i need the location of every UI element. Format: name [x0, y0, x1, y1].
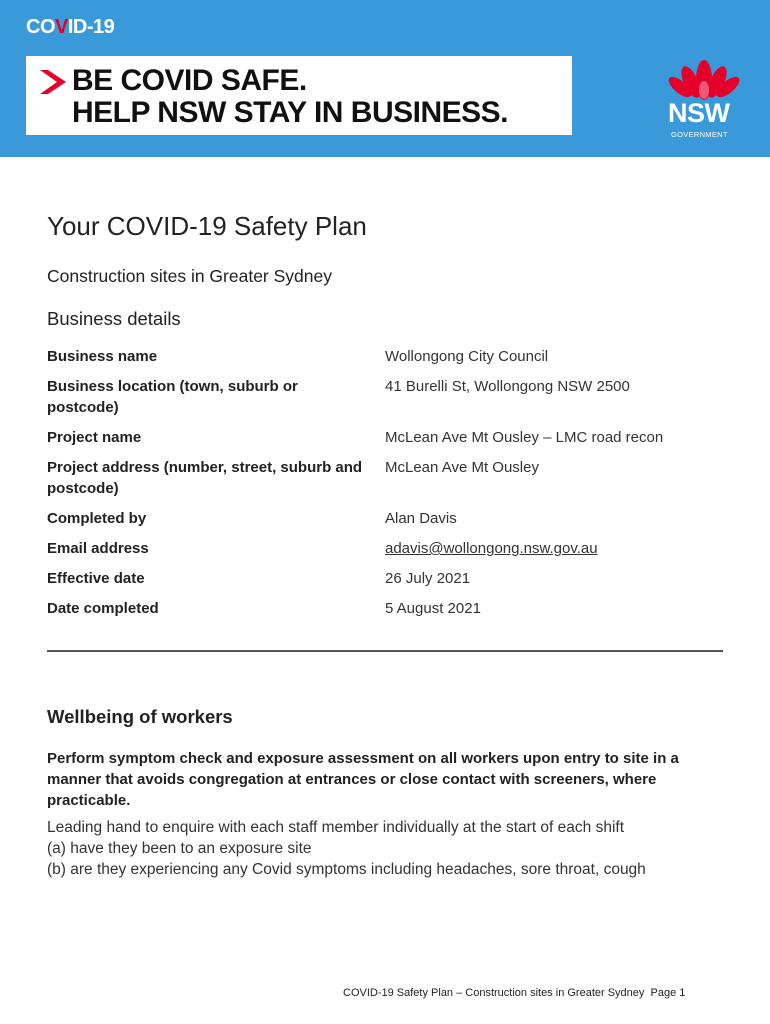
slogan-line-2: HELP NSW STAY IN BUSINESS. [72, 96, 508, 129]
project-address-label: Project address (number, street, suburb and postcode) [47, 459, 363, 497]
wellbeing-heading: Wellbeing of workers [47, 706, 233, 727]
slogan-box [26, 56, 572, 135]
project-address-value: McLean Ave Mt Ousley [385, 459, 539, 476]
chevron-right-icon [40, 70, 66, 94]
business-name-value: Wollongong City Council [385, 348, 549, 365]
response-line: (b) are they experiencing any Covid symptoms including headaches, sore throat, cough [47, 861, 646, 878]
response-line: (a) have they been to an exposure site [47, 840, 312, 857]
effective-date-value: 26 July 2021 [385, 570, 471, 587]
business-location-value: 41 Burelli St, Wollongong NSW 2500 [385, 378, 630, 395]
date-completed-value: 5 August 2021 [385, 600, 481, 617]
completed-by-label: Completed by [47, 510, 147, 527]
page-number: Page 1 [650, 987, 686, 999]
response-line: Leading hand to enquire with each staff member individually at the start of each shift [47, 819, 625, 836]
section-divider [47, 650, 723, 652]
nsw-government-label: GOVERNMENT [671, 130, 728, 139]
business-location-label: Business location (town, suburb or postcode) [47, 378, 298, 416]
covid19-logo: COVID-19 [26, 16, 115, 38]
completed-by-value: Alan Davis [385, 510, 457, 527]
email-link[interactable]: adavis@wollongong.nsw.gov.au [385, 540, 598, 557]
project-name-label: Project name [47, 429, 142, 446]
wellbeing-requirement: Perform symptom check and exposure assessment on all workers upon entry to site in a manner that avoids congregation at entrances or close contact with screeners, where practicable. [47, 750, 679, 809]
footer-text: COVID-19 Safety Plan – Construction sites in Greater Sydney [343, 987, 645, 999]
nsw-wordmark: NSW [668, 98, 730, 128]
project-name-value: McLean Ave Mt Ousley – LMC road recon [385, 429, 664, 446]
page-title: Your COVID-19 Safety Plan [47, 211, 367, 241]
business-details-heading: Business details [47, 308, 181, 329]
page-subtitle: Construction sites in Greater Sydney [47, 266, 332, 286]
header-banner [0, 0, 770, 157]
email-address-label: Email address [47, 540, 149, 557]
page-footer [343, 987, 685, 999]
date-completed-label: Date completed [47, 600, 159, 617]
effective-date-label: Effective date [47, 570, 145, 587]
business-name-label: Business name [47, 348, 158, 365]
slogan-line-1: BE COVID SAFE. [72, 64, 307, 97]
